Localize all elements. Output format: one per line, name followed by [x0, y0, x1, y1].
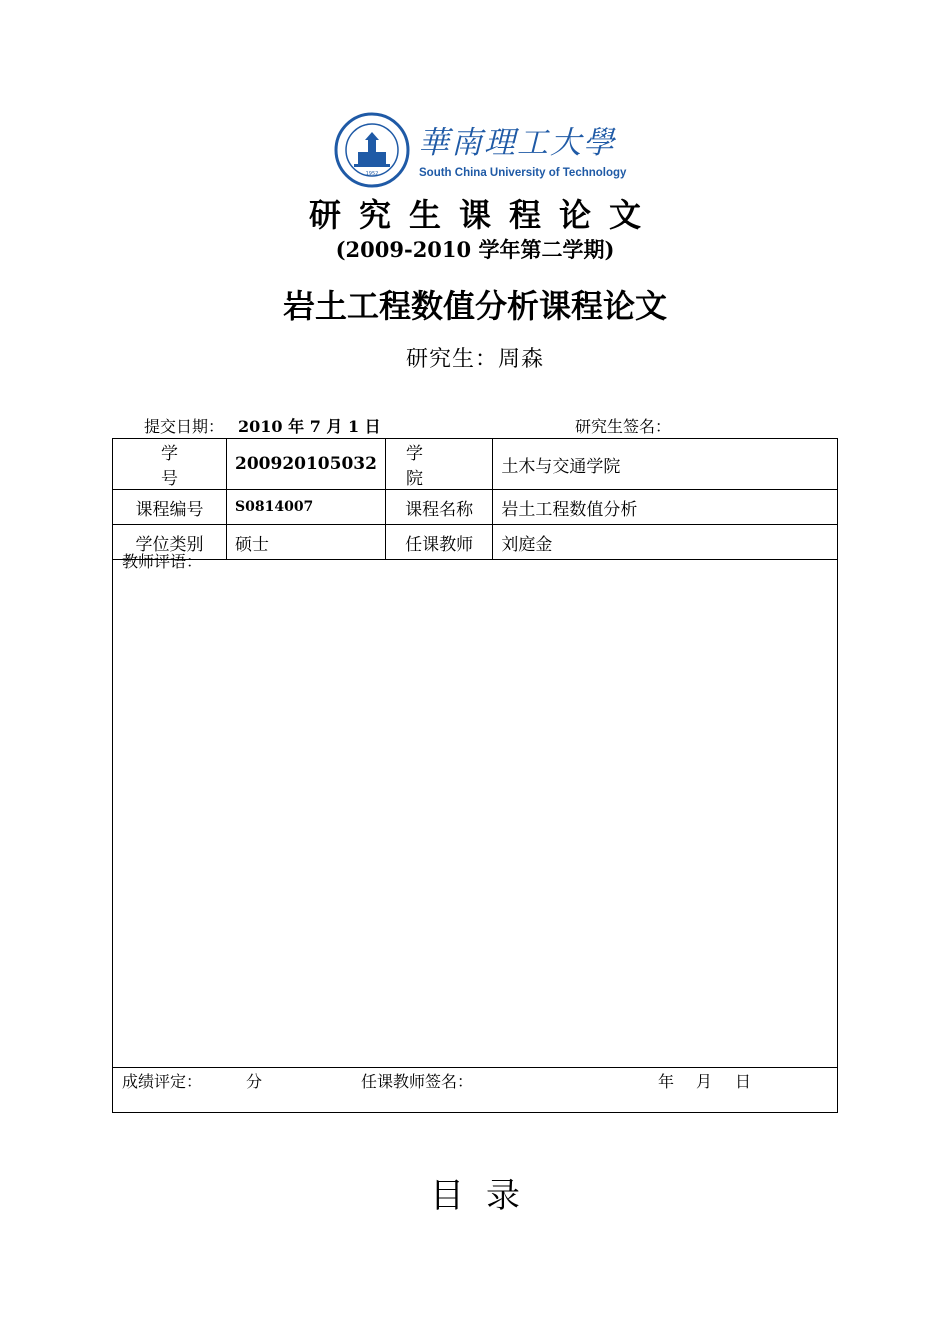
instructor-label: 任课教师 [385, 525, 492, 560]
teacher-signature-label: 任课教师签名： [361, 1072, 474, 1091]
table-row [113, 439, 838, 490]
submission-date-value: 2010 年 7 月 1 日 [238, 417, 381, 436]
degree-type-label: 学位类别 [113, 525, 227, 560]
submission-date-label: 提交日期： [144, 417, 225, 436]
submission-date-line [144, 416, 381, 438]
score-box [112, 1067, 838, 1113]
document-title: 研究生课程论文 [308, 196, 659, 234]
course-code-value: S0814007 [227, 490, 386, 525]
seal-year: 1952 [365, 171, 379, 177]
degree-type-value: 硕士 [227, 525, 386, 560]
teacher-comments-box[interactable] [112, 546, 838, 1068]
school-label: 学院 [385, 439, 492, 490]
score-label: 成绩评定： [122, 1072, 203, 1091]
university-name-en: South China University of Technology [419, 167, 627, 179]
score-unit: 分 [246, 1072, 263, 1091]
date-year: 年 [658, 1072, 675, 1091]
university-name-cn: 華南理工大學 [418, 125, 616, 161]
course-code-label: 课程编号 [113, 490, 227, 525]
student-signature-label: 研究生签名： [575, 417, 672, 436]
student-id-value: 200920105032 [227, 439, 386, 490]
date-day: 日 [735, 1072, 752, 1091]
date-month: 月 [696, 1072, 713, 1091]
course-name-value: 岩土工程数值分析 [493, 490, 838, 525]
school-value: 土木与交通学院 [493, 439, 838, 490]
course-name-label: 课程名称 [385, 490, 492, 525]
course-info-table [112, 438, 838, 560]
toc-title: 目录 [430, 1176, 542, 1216]
table-row [113, 490, 838, 525]
paper-title: 岩土工程数值分析课程论文 [282, 287, 667, 325]
teacher-comments-label: 教师评语： [122, 552, 203, 571]
instructor-value: 刘庭金 [493, 525, 838, 560]
university-logo [334, 112, 634, 190]
university-seal-icon [334, 112, 410, 188]
student-name: 研究生：周森 [405, 347, 544, 372]
student-id-label: 学号 [113, 439, 227, 490]
academic-term: (2009-2010 学年第二学期) [335, 237, 615, 262]
